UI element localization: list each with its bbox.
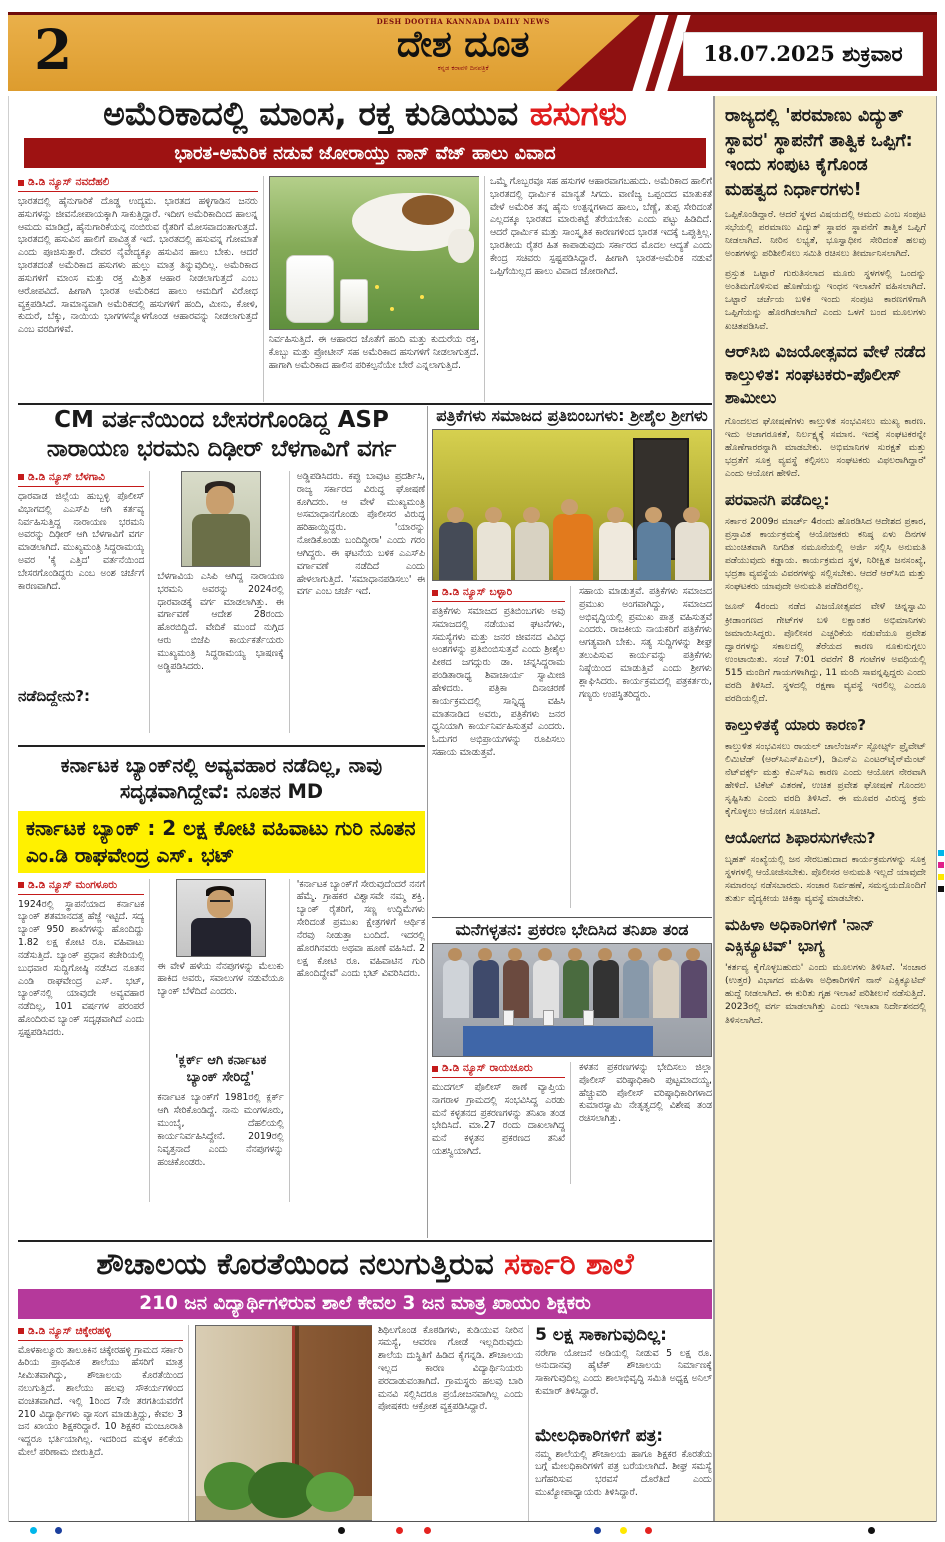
masthead-title: ದೇಶ ದೂತ [396,23,530,65]
evidence-table-shape [463,1026,653,1056]
cow-milk-photo [269,176,479,330]
registration-dot [338,1527,345,1534]
lead-headline-black: ಅಮೆರಿಕಾದಲ್ಲಿ ಮಾಂಸ, ರಕ್ತ ಕುಡಿಯುವ [103,94,530,133]
flower-dot [420,295,424,299]
bank-article-body [18,879,425,1203]
school-headline-red: ಸರ್ಕಾರಿ ಶಾಲೆ [504,1247,634,1282]
person-silhouette [439,522,473,580]
masthead-band [8,12,937,91]
person-silhouette [515,522,549,580]
bank-col2-post-text: ಕರ್ನಾಟಕ ಬ್ಯಾಂಕ್‌ಗೆ 1981ರಲ್ಲಿ ಕ್ಲರ್ಕ್ ಆಗಿ ಸೇರಿಕೊಂಡಿದ್ದೆ. ನಾನು ಮಂಗಳೂರು, ಮುಂಬೈ, ದೆಹಲಿಯಲ್ಲಿ ಕಾರ್ಯನಿರ್ವಹಿಸಿದ್ದೇನೆ. 2019ರಲ್ಲಿ ನಿವೃತ್ತನಾದೆ ಎಂದು ನೆನಪುಗಳನ್ನು ಹಂಚಿಕೊಂಡರು. [157,1092,284,1168]
school-col1-text: ಮೊಳಕಾಲ್ಮೂರು ತಾಲೂಕಿನ ಚಿಕ್ಕೇರಹಳ್ಳಿ ಗ್ರಾಮದ ಸರ್ಕಾರಿ ಹಿರಿಯ ಪ್ರಾಥಮಿಕ ಶಾಲೆಯು ಹೆಸರಿಗೆ ಮಾತ್ರ ಸೀಮಿತವಾಗಿದ್ದು, ಶೌಚಾಲಯ ಕೊರತೆಯಿಂದ ನಲುಗುತ್ತಿದೆ. ಶಾಲೆಯು ಹಲವು ಸೌಕರ್ಯಗಳಿಂದ ವಂಚಿತವಾಗಿದೆ. ಇಲ್ಲಿ 1ರಿಂದ 7ನೇ ತರಗತಿಯವರೆಗೆ 210 ವಿದ್ಯಾರ್ಥಿಗಳು ವ್ಯಾಸಂಗ ಮಾಡುತ್ತಿದ್ದು, ಕೇವಲ 3 ಜನ ಖಾಯಂ ಶಿಕ್ಷಕರಿದ್ದಾರೆ. 10 ಶಿಕ್ಷಕರ ಮಂಜೂರಾತಿ ಇದ್ದರೂ ಭರ್ತಿಯಾಗಿಲ್ಲ. ಇದರಿಂದ ಮಕ್ಕಳ ಕಲಿಕೆಯ ಮೇಲೆ ಪರಿಣಾಮ ಬೀರುತ್ತಿದೆ. [18,1344,183,1459]
masthead-tagline: ಕನ್ನಡ ಕರಾವಳಿ ದಿನಪತ್ರಿಕೆ [437,63,489,72]
lead-column-3 [484,176,712,402]
school-headline-black: ಶೌಚಾಲಯ ಕೊರತೆಯಿಂದ ನಲುಗುತ್ತಿರುವ [96,1247,505,1282]
byline-bullet-icon [432,1066,438,1072]
sidebar-subhead-recommendations: ಆಯೋಗದ ಶಿಫಾರಸುಗಳೇನು? [725,829,876,848]
byline [432,586,565,602]
registration-dot [868,1527,875,1534]
registration-dot [645,1527,652,1534]
lead-headline-red: ಹಸುಗಳು [529,94,627,133]
sidebar-paragraph: ಗೊಂದಲದ ಘೋಷಣೆಗಳು ಕಾಲ್ತುಳಿತ ಸಂಭವಿಸಲು ಮುಖ್ಯ ಕಾರಣ. ಇದು ಅಜಾಗರೂಕತೆ, ನಿರ್ಲಕ್ಷ್ಯಕ್ಕೆ ಸಮಾನ. ಇದಕ್ಕೆ ಸಂಘಟಕರನ್ನೇ ಹೊಣೆಗಾರರನ್ನಾಗಿ ಮಾಡಬೇಕು. ಅಭಿಮಾನಿಗಳ ಸುರಕ್ಷತೆ ಮತ್ತು ಭದ್ರತೆಗೆ ಸೂಕ್ತ ವ್ಯವಸ್ಥೆ ಕಲ್ಪಿಸಲು ಸಂಘಟಕರು ವಿಫಲರಾಗಿದ್ದಾರೆ' ಎಂದು ಆಯೋಗ ಹೇಳಿದೆ. [725,415,926,480]
school-headline [18,1246,712,1284]
person-silhouette [637,522,671,580]
person-silhouette [593,960,619,1018]
cm-column-3 [297,471,425,733]
swamiji-silhouette [553,514,593,580]
cm-article [18,406,425,741]
school-col2-text: ಶಿಥಿಲಗೊಂಡ ಕೊಠಡಿಗಳು, ಕುಡಿಯುವ ನೀರಿನ ಸಮಸ್ಯೆ, ಆವರಣ ಗೋಡೆ ಇಲ್ಲದಿರುವುದು ಶಾಲೆಯ ದುಸ್ಥಿತಿಗೆ ಹಿಡಿದ ಕೈಗನ್ನಡಿ. ಶೌಚಾಲಯ ಇಲ್ಲದ ಕಾರಣ ವಿದ್ಯಾರ್ಥಿನಿಯರು ಪರದಾಡುವಂತಾಗಿದೆ. ಗ್ರಾಮಸ್ಥರು ಹಲವು ಬಾರಿ ಮನವಿ ಸಲ್ಲಿಸಿದರೂ ಪ್ರಯೋಜನವಾಗಿಲ್ಲ ಎಂದು ಪೋಷಕರು ಆಕ್ರೋಶ ವ್ಯಕ್ತಪಡಿಸಿದ್ದಾರೆ. [377,1324,524,1413]
lead-col3-text: ಒಮ್ಮೆ ಗೊಬ್ಬರವೂ ಸಹ ಹಸುಗಳ ಆಹಾರವಾಗಬಹುದು. ಅಮೆರಿಕಾದ ಹಾಲಿಗೆ ಭಾರತದಲ್ಲಿ ಧಾರ್ಮಿಕ ಮಾನ್ಯತೆ ಸಿಗದು. ವಾಣಿಜ್ಯ ಒಪ್ಪಂದದ ಮಾತುಕತೆ ವೇಳೆ ಅಮೆರಿಕ ತನ್ನ ಹೈನು ಉತ್ಪನ್ನಗಳಾದ ಹಾಲು, ಬೆಣ್ಣೆ, ತುಪ್ಪ ಸೇರಿದಂತೆ ಎಲ್ಲದಕ್ಕೂ ಭಾರತದ ಮಾರುಕಟ್ಟೆ ತೆರೆಯಬೇಕು ಎಂದು ಪಟ್ಟು ಹಿಡಿದಿದೆ. ಆದರೆ ಧಾರ್ಮಿಕ ಮತ್ತು ಸಾಂಸ್ಕೃತಿಕ ಕಾರಣಗಳಿಂದ ಭಾರತ ಇದಕ್ಕೆ ಒಪ್ಪುತ್ತಿಲ್ಲ. ಭಾರತೀಯ ರೈತರ ಹಿತ ಕಾಪಾಡುವುದು ಸರ್ಕಾರದ ಮೊದಲ ಆದ್ಯತೆ ಎಂದು ಕೇಂದ್ರ ಸಚಿವರು ಸ್ಪಷ್ಟಪಡಿಸಿದ್ದಾರೆ. ಹೀಗಾಗಿ ಭಾರತ-ಅಮೆರಿಕ ನಡುವೆ ಒಪ್ಪಿಗೆಯಿಲ್ಲದ ಹಾಲು ವಿವಾದ ಜೋರಾಗಿದೆ. [489,176,712,277]
school-sub2-text: ನಮ್ಮ ಶಾಲೆಯಲ್ಲಿ ಶೌಚಾಲಯ ಹಾಗೂ ಶಿಕ್ಷಕರ ಕೊರತೆಯ ಬಗ್ಗೆ ಮೇಲಧಿಕಾರಿಗಳಿಗೆ ಪತ್ರ ಬರೆಯಲಾಗಿದೆ. ಶೀಘ್ರ ಸಮಸ್ಯೆ ಬಗೆಹರಿಸುವ ಭರವಸೆ ದೊರೆತಿದೆ ಎಂದು ಮುಖ್ಯೋಪಾಧ್ಯಾಯರು ತಿಳಿಸಿದ್ದಾರೆ. [535,1448,712,1498]
press-article-body [432,586,712,908]
bank-column-1 [18,879,150,1203]
school-article [18,1240,712,1524]
registration-dot [424,1527,431,1534]
officer-portrait-photo [181,471,261,567]
person-silhouette [473,960,499,1018]
theft-column-2 [579,1062,712,1184]
page-number: 2 [34,17,73,82]
press-column-2 [579,586,712,908]
date-box: 18.07.2025 ಶುಕ್ರವಾರ [683,32,923,76]
officer-uniform-shape [192,514,250,566]
byline-text: ಡಿ.ಡಿ ನ್ಯೂಸ್ ಮಂಗಳೂರು [28,878,118,891]
cm-col1-text: ಧಾರವಾಡ ಜಿಲ್ಲೆಯ ಹುಬ್ಬಳ್ಳಿ ಪೊಲೀಸ್ ವಿಭಾಗದಲ್ಲಿ ಎಎಸ್‌ಪಿ ಆಗಿ ಕರ್ತವ್ಯ ನಿರ್ವಹಿಸುತ್ತಿದ್ದ ನಾರಾಯಣ ಭರಮನಿ ಅವರನ್ನು ದಿಢೀರ್ ಆಗಿ ಬೆಳಗಾವಿಗೆ ವರ್ಗ ಮಾಡಲಾಗಿದೆ. ಮುಖ್ಯಮಂತ್ರಿ ಸಿದ್ದರಾಮಯ್ಯ ಅವರ 'ಕೈ ಎತ್ತಿದ' ವರ್ತನೆಯಿಂದ ಬೇಸರಗೊಂಡಿದ್ದರು ಎಂಬ ಅಂಶ ಚರ್ಚೆಗೆ ಕಾರಣವಾಗಿದೆ. [18,490,145,592]
lead-subhead-bar: ಭಾರತ-ಅಮೆರಿಕ ನಡುವೆ ಜೋರಾಯ್ತು ನಾನ್ ವೆಜ್ ಹಾಲು ವಿವಾದ [24,138,706,168]
sidebar-column [714,96,936,1522]
byline-text: ಡಿ.ಡಿ ನ್ಯೂಸ್ ಬೆಳಗಾವಿ [28,470,105,483]
cm-column-1 [18,471,150,733]
person-silhouette [623,960,649,1018]
person-silhouette [443,960,469,1018]
byline-bullet-icon [18,180,24,186]
flower-dot [390,307,394,311]
press-col2-text: ಸಹಾಯ ಮಾಡುತ್ತವೆ. ಪತ್ರಿಕೆಗಳು ಸಮಾಜದ ಪ್ರಮುಖ ಅಂಗವಾಗಿದ್ದು, ಸಮಾಜದ ಅಭಿವೃದ್ಧಿಯಲ್ಲಿ ಪ್ರಮುಖ ಪಾತ್ರ ವಹಿಸುತ್ತವೆ ಎಂದರು. ರಾಜಕೀಯ ನಾಯಕರಿಗೆ ಪತ್ರಿಕೆಗಳು ಆಗತ್ಯವಾಗಿ ಬೇಕು. ಸತ್ಯ ಸುದ್ದಿಗಳನ್ನು ಶೀಘ್ರ ತಲುಪಿಸುವ ಕಾರ್ಯವನ್ನು ಪತ್ರಿಕೆಗಳು ನಿಷ್ಠೆಯಿಂದ ಮಾಡುತ್ತಿವೆ ಎಂದು ಶ್ರೀಗಳು ಶ್ಲಾಘಿಸಿದರು. ಕಾರ್ಯಕ್ರಮದಲ್ಲಿ ಪತ್ರಕರ್ತರು, ಗಣ್ಯರು ಉಪಸ್ಥಿತರಿದ್ದರು. [579,586,712,700]
cow-head-shape [448,229,474,263]
evidence-item-shape [583,1010,594,1026]
masthead [324,17,603,73]
sidebar-headline-nuclear: ರಾಜ್ಯದಲ್ಲಿ 'ಪರಮಾಣು ವಿದ್ಯುತ್ ಸ್ಥಾವರ' ಸ್ಥಾಪನೆಗೆ ತಾತ್ವಿಕ ಒಪ್ಪಿಗೆ: ಇಂದು ಸಂಪುಟ ಕೈಗೊಂಡ ಮಹತ್ವದ ನಿರ್ಧಾರಗಳು! [725,106,913,200]
page-edge-line [8,96,9,1522]
school-column-3 [535,1325,712,1521]
police-seizure-photo [432,943,712,1057]
page-edge-line [936,96,937,1522]
brand-line: DESH DOOTHA KANNADA DAILY NEWS [376,17,550,26]
lead-column-1 [18,176,264,402]
cm-inline-subhead: ನಡೆದಿದ್ದೇನು?: [18,686,90,705]
byline [18,879,144,895]
edge-registration-mark [938,850,944,856]
theft-column-1 [432,1062,571,1184]
school-photo-column [195,1325,372,1521]
byline [18,471,144,487]
officer-face-shape [206,486,234,516]
byline [432,1062,565,1078]
bank-md-photo [176,879,266,957]
person-silhouette [653,960,679,1018]
theft-article [432,920,712,1238]
sidebar-paragraph: ಸರ್ಕಾರ 2009ರ ಮಾರ್ಚ್ 4ರಂದು ಹೊರಡಿಸಿದ ಆದೇಶದ ಪ್ರಕಾರ, ಪ್ರಸ್ತಾವಿತ ಕಾರ್ಯಕ್ರಮಕ್ಕೆ ಆಯೋಜಕರು ಕನಿಷ್ಠ ಏಳು ದಿನಗಳ ಮುಂಚಿತವಾಗಿ ನಿಗದಿತ ನಮೂನೆಯಲ್ಲಿ ಅರ್ಜಿ ಸಲ್ಲಿಸಿ ಅನುಮತಿ ಪಡೆಯುವುದು ಕಡ್ಡಾಯ. ಕಾರ್ಯಕ್ರಮದ ಸ್ಥಳ, ನಿರೀಕ್ಷಿತ ಜನಸಂಖ್ಯೆ, ಭದ್ರತಾ ವ್ಯವಸ್ಥೆಯ ವಿವರಗಳನ್ನು ಸಲ್ಲಿಸಬೇಕು. ಆದರೆ ಆರ್‌ಸಿಬಿ ಮತ್ತು ಸಂಘಟಕರು ಯಾವುದೇ ಅನುಮತಿ ಪಡೆದಿರಲಿಲ್ಲ. [725,516,926,593]
lead-headline [18,94,712,134]
bank-col3-text: 'ಕರ್ನಾಟಕ ಬ್ಯಾಂಕ್‌ಗೆ ಸೇರುವುದೆಂದರೆ ನನಗೆ ಹೆಮ್ಮೆ. ಗ್ರಾಹಕರ ವಿಶ್ವಾಸವೇ ನಮ್ಮ ಶಕ್ತಿ. ಬ್ಯಾಂಕ್ ರೈತರಿಗೆ, ಸಣ್ಣ ಉದ್ದಿಮೆಗಳು ಸೇರಿದಂತೆ ಪ್ರಮುಖ ಕ್ಷೇತ್ರಗಳಿಗೆ ಆರ್ಥಿಕ ನೆರವು ನೀಡುತ್ತಾ ಬಂದಿದೆ. ಇದರಲ್ಲಿ ಹೊರಗಿನವರು ಅಥವಾ ಹೂಣೆ ವಹಿಸಿದೆ. 2 ಲಕ್ಷ ಕೋಟಿ ರೂ. ವಹಿವಾಟಿನ ಗುರಿ ಹೊಂದಿದ್ದೇವೆ' ಎಂದು ಭಟ್ ವಿವರಿಸಿದರು. [296,878,425,980]
registration-dot [620,1527,627,1534]
theft-headline: ಮನೆಗಳ್ಳತನ: ಪ್ರಕರಣ ಭೇದಿಸಿದ ತನಿಖಾ ತಂಡ [455,920,689,939]
registration-dot [30,1527,37,1534]
bottom-rule [8,1521,937,1522]
theft-col1-text: ಮುದಗಲ್ ಪೊಲೀಸ್ ಠಾಣೆ ವ್ಯಾಪ್ತಿಯ ನಾಗರಾಳ ಗ್ರಾಮದಲ್ಲಿ ಸಂಭವಿಸಿದ್ದ ಎರಡು ಮನೆ ಕಳ್ಳತನದ ಪ್ರಕರಣಗಳನ್ನು ತನಿಖಾ ತಂಡ ಭೇದಿಸಿದೆ. ಮಾ.27 ರಂದು ದಾಖಲಾಗಿದ್ದ ಮನೆ ಕಳ್ಳತನ ಪ್ರಕರಣದ ತನಿಖೆ ಯಶಸ್ವಿಯಾಗಿದೆ. [432,1082,565,1158]
theft-article-body [432,1062,712,1184]
lead-column-2 [269,176,479,402]
divider [18,403,712,405]
byline-text: ಡಿ.ಡಿ ನ್ಯೂಸ್ ನವದೆಹಲಿ [28,176,110,188]
bank-col1-text: 1924ರಲ್ಲಿ ಸ್ಥಾಪನೆಯಾದ ಕರ್ನಾಟಕ ಬ್ಯಾಂಕ್ ಶತಮಾನದತ್ತ ಹೆಜ್ಜೆ ಇಟ್ಟಿದೆ. ಸದ್ಯ ಬ್ಯಾಂಕ್ 950 ಶಾಖೆಗಳನ್ನು ಹೊಂದಿದ್ದು 1.82 ಲಕ್ಷ ಕೋಟಿ ರೂ. ವಹಿವಾಟು ನಡೆಸುತ್ತಿದೆ. ಬ್ಯಾಂಕ್ ಪ್ರಧಾನ ಕಚೇರಿಯಲ್ಲಿ ಬುಧವಾರ ಸುದ್ದಿಗೋಷ್ಠಿ ನಡೆಸಿದ ನೂತನ ಎಂಡಿ ರಾಘವೇಂದ್ರ ಎಸ್. ಭಟ್, ಬ್ಯಾಂಕ್‌ನಲ್ಲಿ ಯಾವುದೇ ಅವ್ಯವಹಾರ ನಡೆದಿಲ್ಲ, 101 ವರ್ಷಗಳ ಪರಂಪರೆ ಹೊಂದಿರುವ ಬ್ಯಾಂಕ್ ಸದೃಢವಾಗಿದೆ ಎಂದು ಸ್ಪಷ್ಟಪಡಿಸಿದರು. [18,898,145,1038]
milk-jug-shape [286,255,334,323]
column-divider [427,406,428,1238]
divider [432,917,712,918]
edge-registration-mark [938,886,944,892]
press-col1-text: ಪತ್ರಿಕೆಗಳು ಸಮಾಜದ ಪ್ರತಿಬಿಂಬಗಳು ಅವು ಸಮಾಜದಲ್ಲಿ ನಡೆಯುವ ಘಟನೆಗಳು, ಸಮಸ್ಯೆಗಳು ಮತ್ತು ಜನರ ಜೀವನದ ವಿವಿಧ ಅಂಶಗಳನ್ನು ಪ್ರತಿಬಿಂಬಿಸುತ್ತವೆ ಎಂದು ಶ್ರೀಶೈಲ ಪೀಠದ ಜಗದ್ಗುರು ಡಾ. ಚನ್ನಸಿದ್ದರಾಮ ಪಂಡಿತಾರಾಧ್ಯ ಶಿವಾಚಾರ್ಯ ಸ್ವಾಮೀಜಿ ಹೇಳಿದರು. ಪತ್ರಿಕಾ ದಿನಾಚರಣೆ ಕಾರ್ಯಕ್ರಮದಲ್ಲಿ ಸಾನ್ನಿಧ್ಯ ವಹಿಸಿ ಮಾತನಾಡಿದ ಅವರು, ಪತ್ರಿಕೆಗಳು ಜನರ ಧ್ವನಿಯಾಗಿ ಕಾರ್ಯನಿರ್ವಹಿಸುತ್ತವೆ ಎಂದರು. ಓದುಗರ ಅಭಿಪ್ರಾಯಗಳನ್ನು ರೂಪಿಸಲು ಸಹಾಯ ಮಾಡುತ್ತವೆ. [432,606,565,759]
person-silhouette [675,522,709,580]
registration-dot [594,1527,601,1534]
lead-article-body [18,176,712,402]
bank-column-2 [157,879,289,1203]
press-article [432,406,712,918]
md-glasses-shape [210,900,230,906]
school-toilet-photo [195,1325,372,1521]
cm-article-body [18,471,425,733]
cow-patch-shape [402,195,454,225]
bank-col2-pre-text: ಈ ವೇಳೆ ಹಳೆಯ ನೆನಪುಗಳನ್ನು ಮೆಲುಕು ಹಾಕಿದ ಅವರು, ಸವಾಲುಗಳ ನಡುವೆಯೂ ಬ್ಯಾಂಕ್ ಬೆಳೆದಿದೆ ಎಂದರು. [157,960,284,998]
school-subhead-letter: ಮೇಲಧಿಕಾರಿಗಳಿಗೆ ಪತ್ರ: [535,1425,664,1446]
sidebar-paragraph: ಬೃಹತ್ ಸಂಖ್ಯೆಯಲ್ಲಿ ಜನ ಸೇರಬಹುದಾದ ಕಾರ್ಯಕ್ರಮಗಳನ್ನು ಸೂಕ್ತ ಸ್ಥಳಗಳಲ್ಲಿ ಆಯೋಜಿಸಬೇಕು. ಪೊಲೀಸರ ಅನುಮತಿ ಇಲ್ಲದೆ ಯಾವುದೇ ಸಮಾರಂಭ ನಡೆಸಬಾರದು. ಸಂಚಾರ ನಿರ್ವಹಣೆ, ಸಮನ್ವಯದೊಂದಿಗೆ ತುರ್ತು ವೈದ್ಯಕೀಯ ಚಿಕಿತ್ಸಾ ವ್ಯವಸ್ಥೆ ಮಾಡಬೇಕು. [725,854,926,905]
sidebar-paragraph: ಪ್ರಸ್ತುತ ಒಟ್ಟಾರೆ ಗುರುತಿಸಲಾದ ಮೂರು ಸ್ಥಳಗಳಲ್ಲಿ ಒಂದನ್ನು ಅಂತಿಮಗೊಳಿಸುವ ಹೊಣೆಯನ್ನು ಇಂಧನ ಇಲಾಖೆಗೆ ವಹಿಸಲಾಗಿದೆ. ಒಟ್ಟಾರೆ ಚರ್ಚೆಯ ಬಳಿಕ ಇಂದು ಸಂಪುಟ ಕಾರಣಗಳಿಗಾಗಿ ಒಪ್ಪಿಗೆಯನ್ನು ಹೊರಗಿಡಲಾಗಿದೆ ಎಂದು ಒಳಗೆ ಬಂದ ಮೂಲಗಳು ಖಚಿತಪಡಿಸಿವೆ. [725,268,926,332]
bank-pull-quote: 'ಕ್ಲರ್ಕ್ ಆಗಿ ಕರ್ನಾಟಕ ಬ್ಯಾಂಕ್ ಸೇರಿದ್ದೆ' [174,1052,267,1085]
press-meet-photo [432,429,712,581]
school-sub1-text: ನರೇಗಾ ಯೋಜನೆ ಅಡಿಯಲ್ಲಿ ನೀಡುವ 5 ಲಕ್ಷ ರೂ. ಅನುದಾನವು ಹೈಟೆಕ್ ಶೌಚಾಲಯ ನಿರ್ಮಾಣಕ್ಕೆ ಸಾಕಾಗುವುದಿಲ್ಲ ಎಂದು ಶಾಲಾಭಿವೃದ್ಧಿ ಸಮಿತಿ ಅಧ್ಯಕ್ಷ ಅನಿಲ್ ಕುಮಾರ್ ತಿಳಿಸಿದ್ದಾರೆ. [535,1347,712,1397]
byline-text: ಡಿ.ಡಿ ನ್ಯೂಸ್ ರಾಯಚೂರು [442,1062,533,1074]
sidebar-paragraph: ಕಾಲ್ತುಳಿತ ಸಂಭವಿಸಲು ರಾಯಲ್ ಚಾಲೆಂಜರ್ಸ್ ಸ್ಪೋರ್ಟ್ಸ್ ಪ್ರೈವೇಟ್ ಲಿಮಿಟೆಡ್ (ಆರ್‌ಸಿಎಸ್‌ಪಿಎಲ್), ಡಿಎನ್ಎ ಎಂಟರ್‌ಟೈನ್‌ಮೆಂಟ್ ನೆಟ್‌ವರ್ಕ್ಸ್ ಮತ್ತು ಕೆಎಸ್‌ಸಿಎ ಕಾರಣ ಎಂದು ಆಯೋಗ ನೇರವಾಗಿ ಹೇಳಿದೆ. ಟಿಕೆಟ್ ವಿತರಣೆ, ಉಚಿತ ಪ್ರವೇಶ ಘೋಷಣೆ ಗೊಂದಲ ಸೃಷ್ಟಿಸಿತು ಎಂದು ವರದಿ ತಿಳಿಸಿದೆ. ಈ ಮೂವರ ವಿರುದ್ಧ ಕ್ರಮ ಕೈಗೊಳ್ಳಲು ಆಯೋಗ ಸೂಚಿಸಿದೆ. [725,740,926,818]
cm-col2-text: ಬೆಳಗಾವಿಯ ಎಸಿಪಿ ಆಗಿದ್ದ ನಾರಾಯಣ ಭರಮನಿ ಅವರನ್ನು 2024ರಲ್ಲಿ ಧಾರವಾಡಕ್ಕೆ ವರ್ಗ ಮಾಡಲಾಗಿತ್ತು. ಈ ವರ್ಗಾವಣೆ ಆದೇಶ 28ರಂದು ಹೊರಬಿದ್ದಿದೆ. ವೇದಿಕೆ ಮುಂದೆ ನುಗ್ಗಿದ ಆರು ಬಿಜೆಪಿ ಕಾರ್ಯಕರ್ತೆಯರು ಮುಖ್ಯಮಂತ್ರಿ ಸಿದ್ದರಾಮಯ್ಯ ಭಾಷಣಕ್ಕೆ ಅಡ್ಡಿಪಡಿಸಿದರು. [157,570,284,672]
byline-bullet-icon [18,882,24,888]
person-silhouette [599,522,633,580]
press-column-1 [432,586,571,908]
bank-headline: ಕರ್ನಾಟಕ ಬ್ಯಾಂಕ್‌ನಲ್ಲಿ ಅವ್ಯವಹಾರ ನಡೆದಿಲ್ಲ, ನಾವು ಸದೃಢವಾಗಿದ್ದೇವೆ: ನೂತನ MD [60,754,383,804]
registration-dot [396,1527,403,1534]
edge-registration-mark [938,862,944,868]
md-suit-shape [191,918,251,956]
school-column-1 [18,1325,189,1521]
sidebar-paragraph: 'ಕರ್ತವ್ಯ ಕೈಗೊಳ್ಳಬಹುದು' ಎಂದು ಮೂಲಗಳು ತಿಳಿಸಿವೆ. 'ಸಂಚಾರ (ಉತ್ತರ) ವಿಭಾಗದ ಮಹಿಳಾ ಅಧಿಕಾರಿಗಳಿಗೆ ನಾನ್ ಎಕ್ಸಿಕ್ಯೂಟಿವ್ ಹುದ್ದೆ ನೀಡಲಾಗಿದೆ. ಈ ಕುರಿತು ಗೃಹ ಇಲಾಖೆ ಪರಿಶೀಲನೆ ನಡೆಸುತ್ತಿದೆ. 2023ರಲ್ಲಿ ವರ್ಗ ಮಾಡಲಾಗಿತ್ತು ಎಂದು ಇಲಾಖಾ ನಿರ್ದೇಶನದಲ್ಲಿ ತಿಳಿಸಲಾಗಿದೆ. [725,962,926,1026]
press-headline: ಪತ್ರಿಕೆಗಳು ಸಮಾಜದ ಪ್ರತಿಬಿಂಬಗಳು: ಶ್ರೀಶೈಲ ಶ್ರೀಗಳು [436,406,708,425]
sidebar-headline-rcb: ಆರ್‌ಸಿಬಿ ವಿಜಯೋತ್ಸವದ ವೇಳೆ ನಡೆದ ಕಾಲ್ತುಳಿತ: ಸಂಘಟಕರು-ಪೊಲೀಸ್ ಶಾಮೀಲು [725,341,926,407]
bank-article [18,745,425,1239]
school-subhead-funds: 5 ಲಕ್ಷ ಸಾಕಾಗುವುದಿಲ್ಲ: [535,1324,667,1345]
cm-column-2 [157,471,289,733]
evidence-item-shape [503,1010,514,1026]
byline-text: ಡಿ.ಡಿ ನ್ಯೂಸ್ ಬಳ್ಳಾರಿ [442,586,513,598]
sidebar-paragraph: ಒಪ್ಪಿಕೊಂಡಿದ್ದಾರೆ. ಆದರೆ ಸ್ಥಳದ ವಿಷಯದಲ್ಲಿ ಆಮದು ಎಂಬ ಸಂಪುಟ ಸಭೆಯಲ್ಲಿ ಪರಮಾಣು ವಿದ್ಯುತ್ ಸ್ಥಾವರ ಸ್ಥಾಪನೆಗೆ ತಾತ್ವಿಕ ಒಪ್ಪಿಗೆ ನೀಡಲಾಗಿದೆ. ನೀರಿನ ಲಭ್ಯತೆ, ಭೂಸ್ವಾಧೀನ ಸೇರಿದಂತೆ ಹಲವು ಅಂಶಗಳನ್ನು ಪರಿಶೀಲಿಸಲು ಸಮಿತಿ ರಚಿಸಲು ತೀರ್ಮಾನಿಸಲಾಗಿದೆ. [725,209,926,260]
sidebar-paragraph: ಜೂನ್ 4ರಂದು ನಡೆದ ವಿಜಯೋತ್ಸವದ ವೇಳೆ ಚಿನ್ನಸ್ವಾಮಿ ಕ್ರೀಡಾಂಗಣದ ಗೇಟ್‌ಗಳ ಬಳಿ ಲಕ್ಷಾಂತರ ಅಭಿಮಾನಿಗಳು ಜಮಾಯಿಸಿದ್ದರು. ಪೊಲೀಸರ ಎಚ್ಚರಿಕೆಯ ನಡುವೆಯೂ ಪ್ರವೇಶ ದ್ವಾರಗಳನ್ನು ಸಕಾಲದಲ್ಲಿ ತೆರೆಯದ ಕಾರಣ ನೂಕುನುಗ್ಗಲು ಉಂಟಾಯಿತು. ಸಂಜೆ 7:01 ರವರೆಗೆ 8 ಗಂಟೆಗಳ ಅವಧಿಯಲ್ಲಿ 515 ಮಂದಿಗೆ ಗಾಯಗಳಾಗಿದ್ದು, 11 ಮಂದಿ ಸಾವನ್ನಪ್ಪಿದ್ದರು ಎಂದು ವರದಿ ತಿಳಿಸಿದೆ. ಸ್ಥಳದಲ್ಲಿ ರಕ್ಷಣಾ ವ್ಯವಸ್ಥೆ ಇರಲಿಲ್ಲ ಎಂದೂ ವರದಿಯಲ್ಲಿದೆ. [725,601,926,704]
registration-dot [55,1527,62,1534]
byline [18,1325,183,1341]
byline-bullet-icon [18,1328,24,1334]
school-article-body [18,1325,712,1521]
edge-registration-mark [938,874,944,880]
sidebar-subhead-cause: ಕಾಲ್ತುಳಿತಕ್ಕೆ ಯಾರು ಕಾರಣ? [725,715,867,734]
school-subhead-bar: 210 ಜನ ವಿದ್ಯಾರ್ಥಿಗಳಿರುವ ಶಾಲೆ ಕೇವಲ 3 ಜನ ಮಾತ್ರ ಖಾಯಂ ಶಿಕ್ಷಕರು [18,1289,712,1319]
byline-bullet-icon [432,590,438,596]
person-silhouette [681,960,707,1018]
lead-col2-text: ನಿರ್ವಹಿಸುತ್ತಿದೆ. ಈ ಆಹಾರದ ಜೊತೆಗೆ ಹಂದಿ ಮತ್ತು ಕುದುರೆಯ ರಕ್ತ, ಕೊಬ್ಬು ಮತ್ತು ಪ್ರೋಟೀನ್ ಸಹ ಅಮೆರಿಕಾದ ಹಸುಗಳಿಗೆ ನೀಡಲಾಗುತ್ತದೆ. ಹಾಗಾಗಿ ಅಮೆರಿಕಾದ ಹಾಲಿನ ಪರಿಕಲ್ಪನೆಯೇ ಬೇರೆ ಎನ್ನಲಾಗುತ್ತಿದೆ. [268,334,479,371]
sidebar-subhead-women-officers: ಮಹಿಳಾ ಅಧಿಕಾರಿಗಳಿಗೆ 'ನಾನ್ ಎಕ್ಸಿಕ್ಯೂಟಿವ್' ಭಾಗ್ಯ [725,916,875,956]
lead-col1-text: ಭಾರತದಲ್ಲಿ ಹೈನುಗಾರಿಕೆ ದೊಡ್ಡ ಉದ್ಯಮ. ಭಾರತದ ಹಳ್ಳಿಗಾಡಿನ ಜನರು ಹಸುಗಳನ್ನು ಜೀವನೋಪಾಯಕ್ಕಾಗಿ ಸಾಕುತ್ತಿದ್ದಾರೆ. ಇದೀಗ ಅಮೆರಿಕಾದಿಂದ ಹಾಲನ್ನ ಆಮದು ಮಾಡಿದ್ರೆ, ಹೈನುಗಾರಿಕೆಯನ್ನ ನಂಬಿರುವ ರೈತರಿಗೆ ಮೋಸವಾದಂತಾಗುತ್ತದೆ. ಭಾರತದಲ್ಲಿ ಹಸುವಿನ ಹಾಲಿಗೆ ಪಾವಿತ್ರ್ಯತೆ ಇದೆ. ಭಾರತದಲ್ಲಿ ಹಸುವನ್ನ ಗೋಮಾತೆ ಎಂದು ಪೂಜಿಸುತ್ತಾರೆ. ದೇವರ ನೈವೇದ್ಯಕ್ಕೂ ಹಸುವಿನ ಹಾಲು ಬೇಕು. ಆದರೆ ಭಾರತದಂತೆ ಅಮೆರಿಕಾದ ಹಸುಗಳು ಹುಲ್ಲು ಮಾತ್ರ ತಿನ್ನುವುದಿಲ್ಲ. ಅಮೆರಿಕಾದ ಹಸುಗಳಿಗೆ ಮಾಂಸ ಮತ್ತು ರಕ್ತ ಮಿಶ್ರಿತ ಆಹಾರ ನೀಡಲಾಗುತ್ತದೆ ಎಂಬ ಆರೋಪವಿದೆ. ಹೀಗಾಗಿ ಭಾರತ ಅಮೆರಿಕದ ಹಾಲು ಆಮದಿಗೆ ವಿರೋಧ ವ್ಯಕ್ತಪಡಿಸಿದೆ. ಸಾಮಾನ್ಯವಾಗಿ ಅಮೆರಿಕದಲ್ಲಿ ಹಸುಗಳಿಗೆ ಹಂದಿ, ಮೀನು, ಕೋಳಿ, ಕುದುರೆ, ಬೆಕ್ಕು, ನಾಯಿಯ ಭಾಗಗಳನ್ನೊಳಗೊಂಡ ಆಹಾರವನ್ನು ನೀಡಲಾಗುತ್ತದೆ ಎಂಬ ವರದಿಗಳಿವೆ. [18,196,258,336]
plant-shape [306,1472,354,1512]
bank-yellow-subhead: ಕರ್ನಾಟಕ ಬ್ಯಾಂಕ್ : 2 ಲಕ್ಷ ಕೋಟಿ ವಹಿವಾಟು ಗುರಿ ನೂತನ ಎಂ.ಡಿ ರಾಘವೇಂದ್ರ ಎಸ್. ಭಟ್ [18,811,425,873]
evidence-item-shape [543,1010,554,1026]
bank-column-3 [297,879,425,1203]
sidebar-subhead-permission: ಪರವಾನಗಿ ಪಡೆದಿಲ್ಲ: [725,491,830,510]
milk-glass-shape [340,279,368,323]
byline-bullet-icon [18,474,24,480]
byline-text: ಡಿ.ಡಿ ನ್ಯೂಸ್ ಚಿಕ್ಕೇರಹಳ್ಳಿ [28,1324,111,1337]
school-column-2 [378,1325,529,1521]
theft-col2-text: ಕಳತನ ಪ್ರಕರಣಗಳನ್ನು ಭೇದಿಸಲು ಜಿಲ್ಲಾ ಪೊಲೀಸ್ ವರಿಷ್ಠಾಧಿಕಾರಿ ಪುಟ್ಟಮಾದಯ್ಯ, ಹೆಚ್ಚುವರಿ ಪೊಲೀಸ್ ವರಿಷ್ಠಾಧಿಕಾರಿಗಳಾದ ಕುಮಾರಸ್ವಾಮಿ ನೇತೃತ್ವದಲ್ಲಿ ವಿಶೇಷ ತಂಡ ರಚಿಸಲಾಗಿತ್ತು. [579,1062,712,1125]
cm-headline: CM ವರ್ತನೆಯಿಂದ ಬೇಸರಗೊಂಡಿದ್ದ ASP ನಾರಾಯಣ ಭರಮನಿ ದಿಢೀರ್ ಬೆಳಗಾವಿಗೆ ವರ್ಗ [46,407,397,463]
byline [18,176,258,192]
flower-dot [375,285,379,289]
cm-col3-text: ಅಡ್ಡಿಪಡಿಸಿದರು. ಕಪ್ಪು ಬಾವುಟ ಪ್ರದರ್ಶಿಸಿ, ರಾಜ್ಯ ಸರ್ಕಾರದ ವಿರುದ್ಧ ಘೋಷಣೆ ಕೂಗಿದರು. ಆ ವೇಳೆ ಮುಖ್ಯಮಂತ್ರಿ ಅಸಮಾಧಾನಗೊಂಡು ಪೊಲೀಸರ ವಿರುದ್ಧ ಹರಿಹಾಯ್ದಿದ್ದರು. 'ಯಾರನ್ನು ನೋಡಿಕೊಂಡು ಬಂದಿದ್ದೀರಾ' ಎಂದು ಗರಂ ಆಗಿದ್ದರು. ಈ ಘಟನೆಯ ಬಳಿಕ ಎಎಸ್‌ಪಿ ವರ್ಗಾವಣೆ ನಡೆದಿದೆ ಎಂದು ಹೇಳಲಾಗುತ್ತಿದೆ. 'ಸಮಾಧಾನಪಡಿಸಲು' ಈ ವರ್ಗ ಎಂಬ ಚರ್ಚೆ ಇದೆ. [296,470,425,598]
person-silhouette [477,522,511,580]
